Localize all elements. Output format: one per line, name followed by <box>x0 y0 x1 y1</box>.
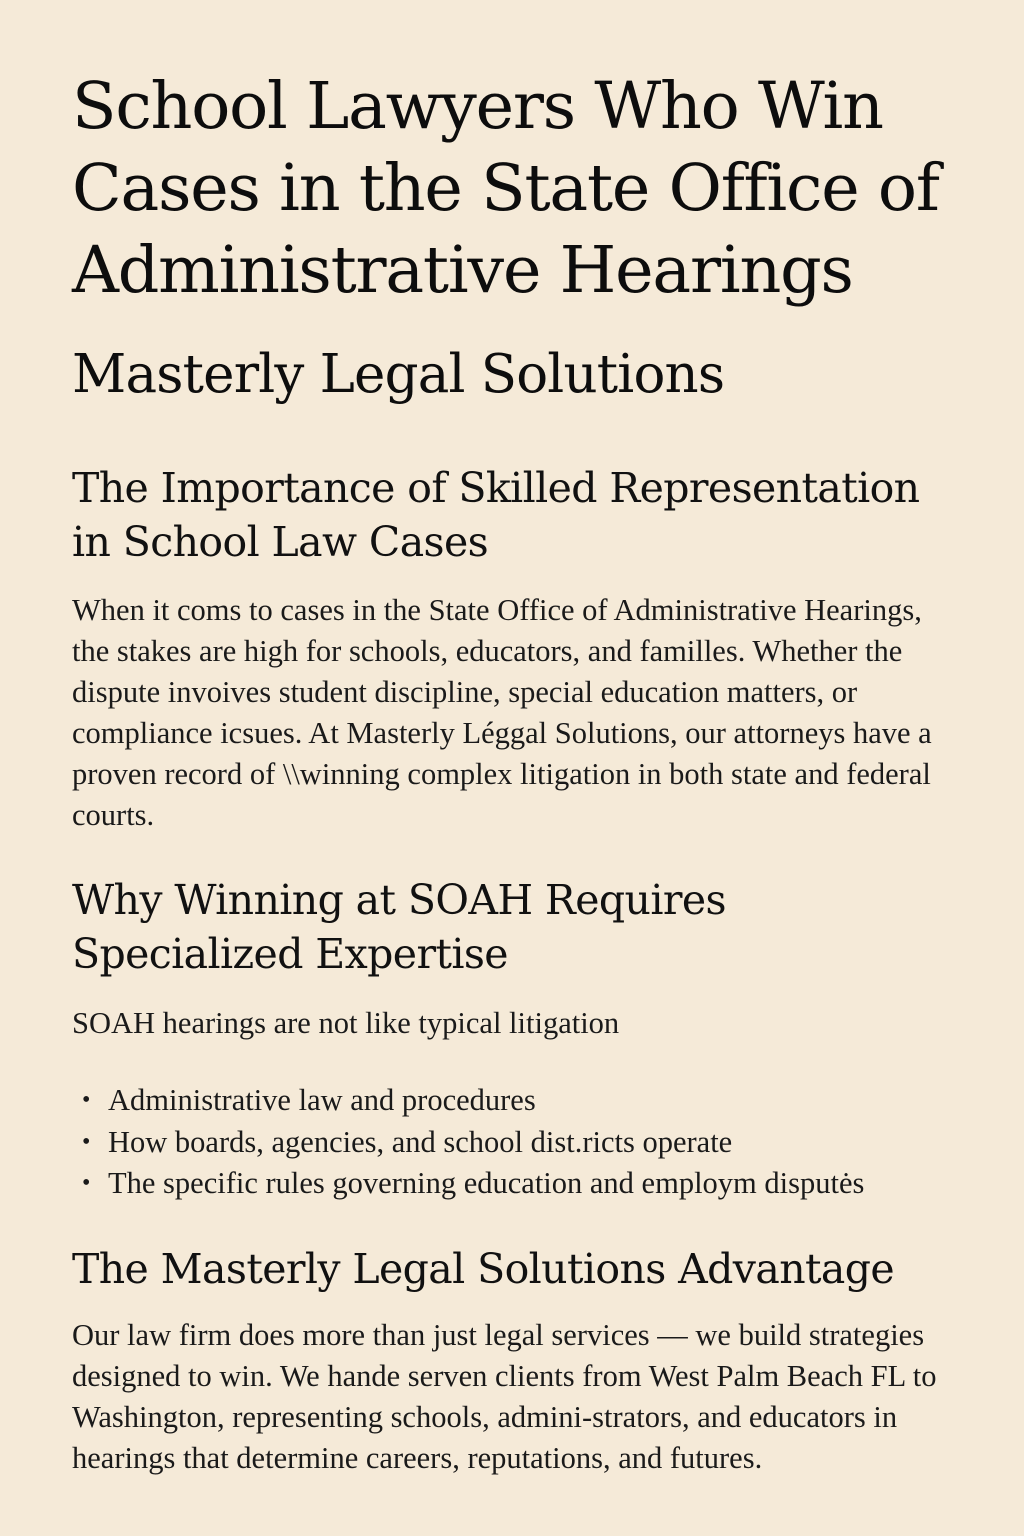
list-item-text: Administrative law and procedures <box>108 1083 536 1117</box>
list-item <box>80 1080 964 1122</box>
list-item-text: How boards, agencies, and school dist.ricts operate <box>108 1124 733 1159</box>
list-item <box>80 1122 964 1164</box>
bullet-icon: • <box>82 1170 91 1196</box>
firm-name: Masterly Legal Solutions <box>72 344 725 405</box>
bullet-icon: • <box>82 1128 91 1155</box>
bullet-icon: • <box>82 1087 91 1113</box>
list-item <box>80 1163 964 1205</box>
section-body-advantage: Our law firm does more than just legal services — we build strategies designed to win. We hande serven clients from West Palm Beach FL to Washington, representing schools, admini-strators, and educators in hearings that determine careers, reputations, and futures. <box>72 1317 937 1475</box>
list-item-text: The specific rules governing education and employm disputės <box>108 1166 865 1200</box>
section-body-representation: When it coms to cases in the State Office of Administrative Hearings, the stakes are high for schools, educators, and familles. Whether the dispute invoives student discipline, special education matters, or compliance icsues. At Masterly Léggal Solutions, our attorneys have a proven record of \\winning complex litigation in both state and federal courts. <box>72 593 932 832</box>
section-heading-representation: The Importance of Skilled Representation in School Law Cases <box>72 464 920 566</box>
page-title: School Lawyers Who Win Cases in the State Office of Administrative Hearings <box>72 69 939 308</box>
section-heading-soah-expertise: Why Winning at SOAH Requires Specialized Expertise <box>72 876 726 978</box>
section-heading-advantage: The Masterly Legal Solutions Advantage <box>72 1244 895 1293</box>
section-intro-soah: SOAH hearings are not like typical litigation <box>72 1006 620 1040</box>
expertise-list <box>72 1080 964 1205</box>
